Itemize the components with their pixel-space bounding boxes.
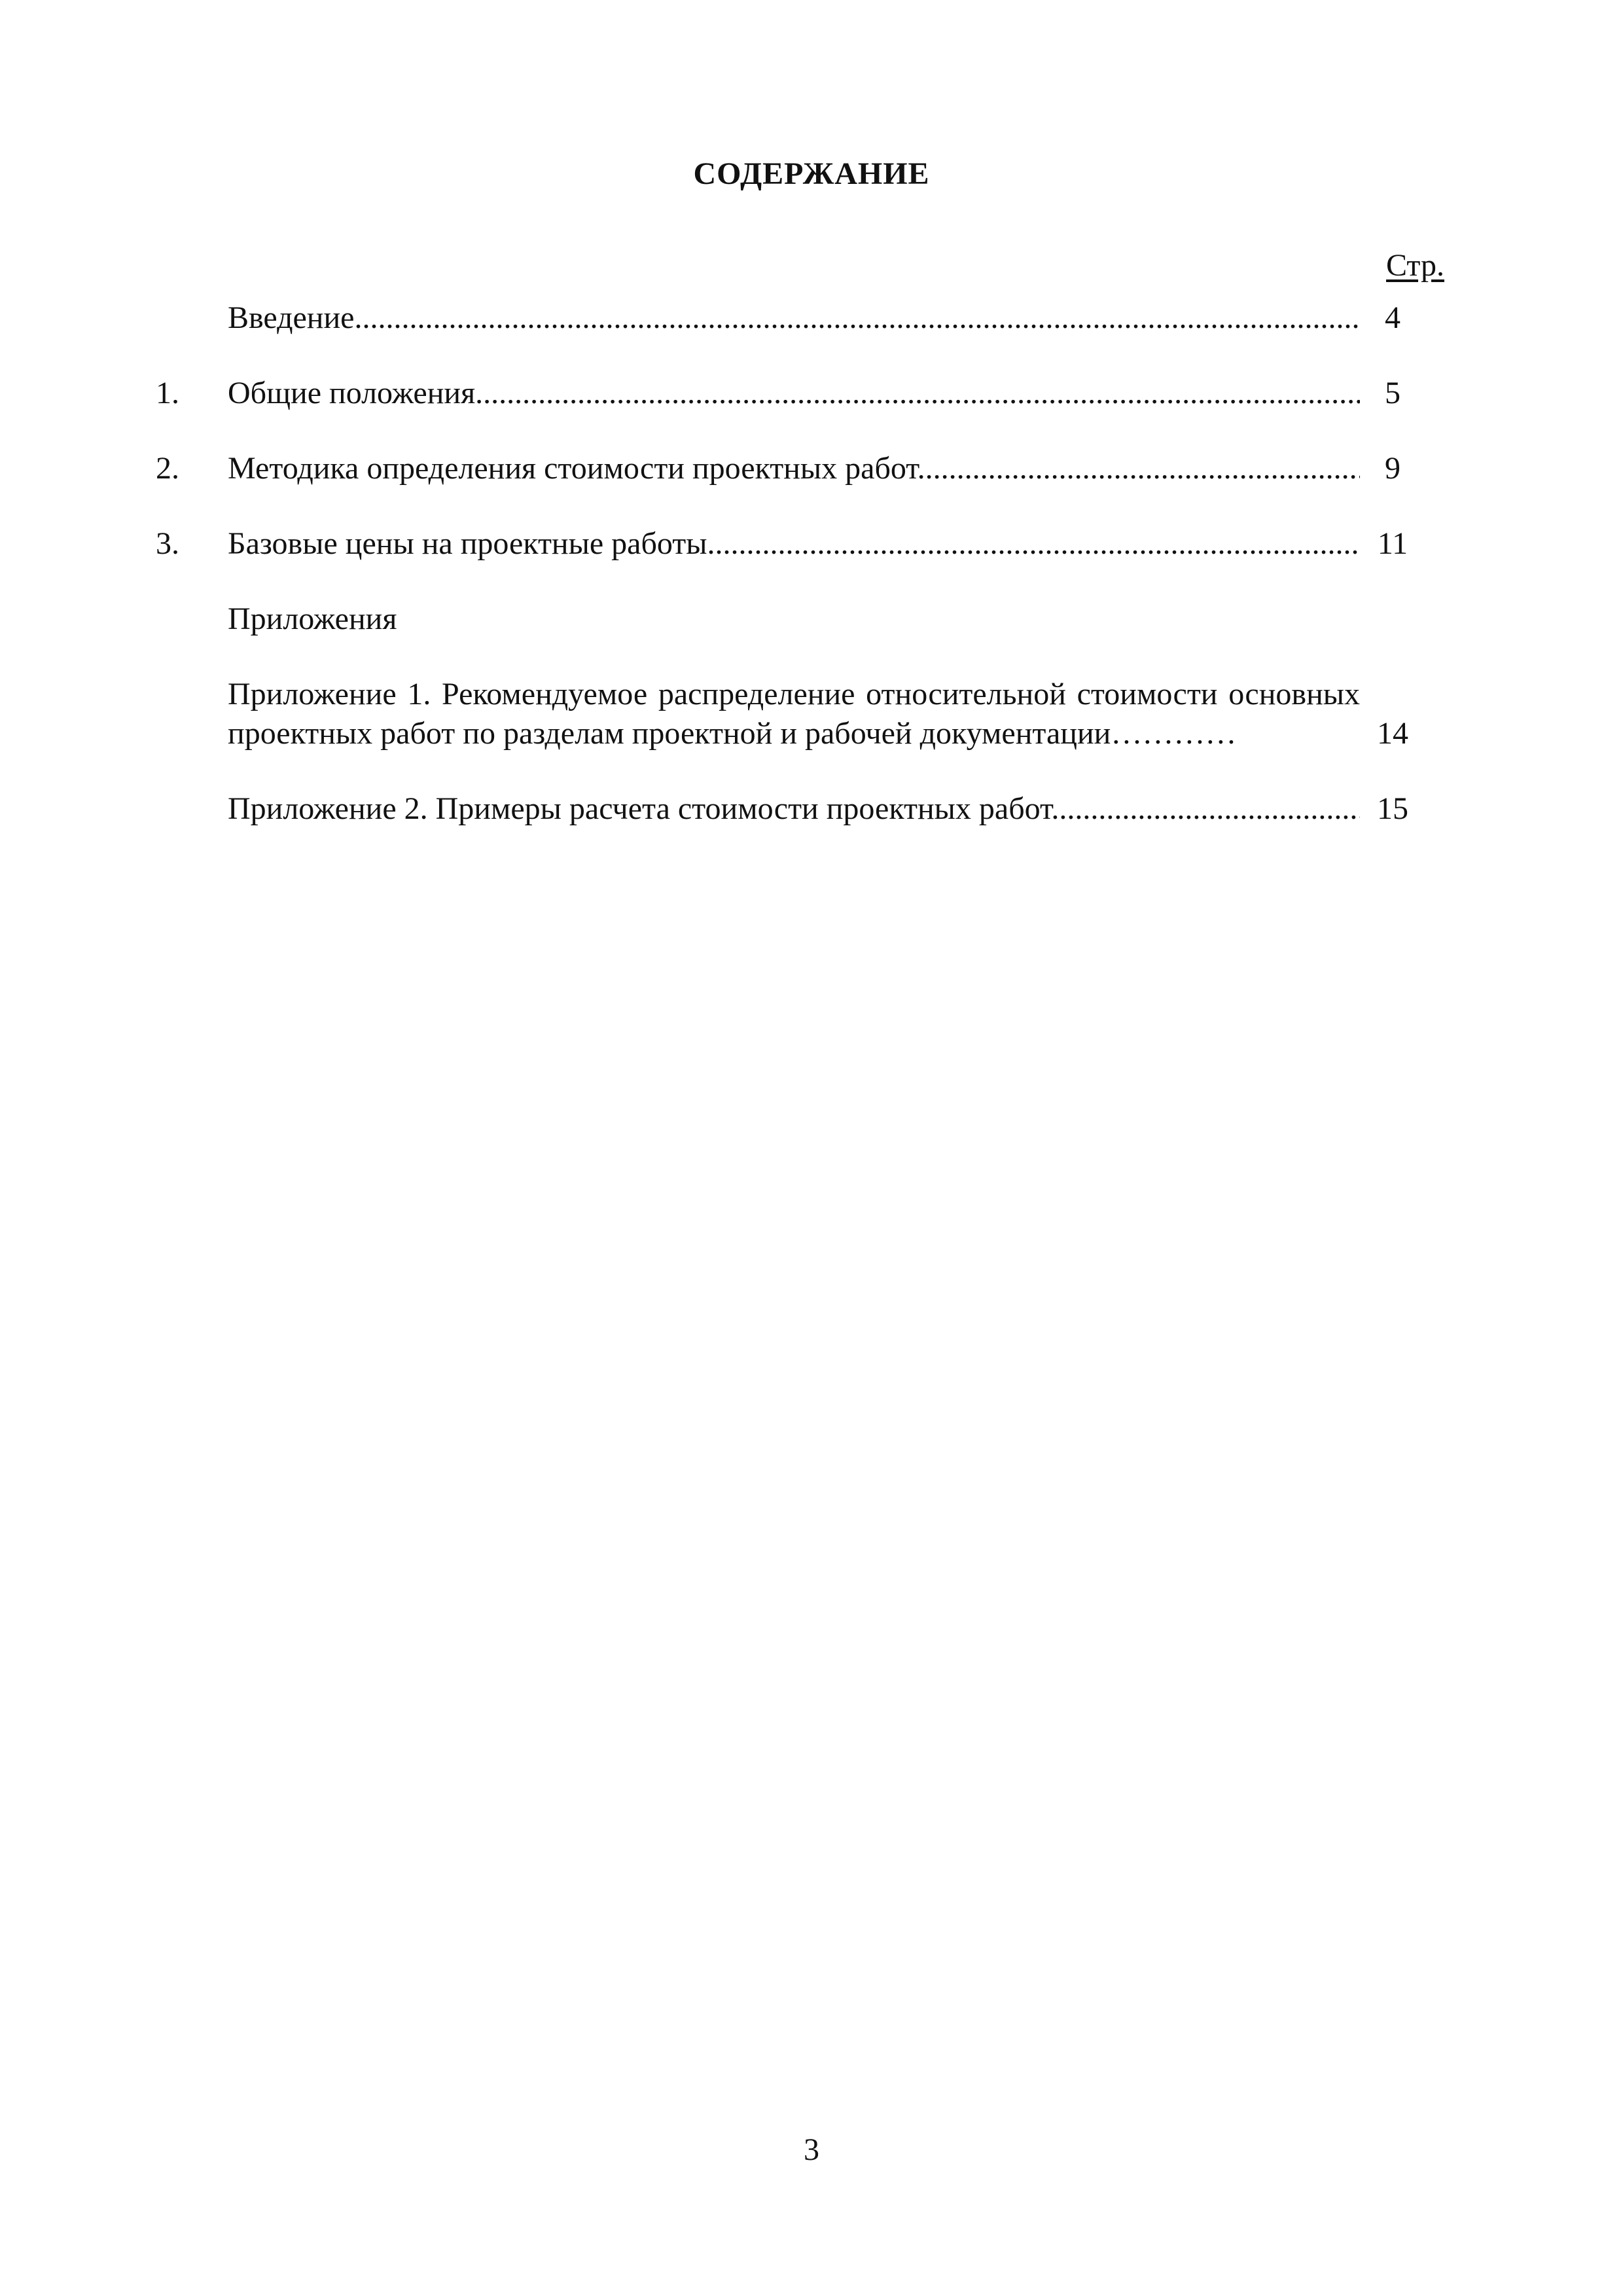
toc-entry-number: 1. [156,376,179,410]
toc-entry-text: Приложение 1. Рекомендуемое распределение относительной стоимости основных проектных работ по разделам проектной и рабочей документации………… [228,677,1360,751]
toc-entry-number: 2. [156,451,179,486]
toc-entry-text: Методика определения стоимости проектных работ ..... [228,449,1360,488]
toc-entry-text: Приложение 2. Примеры расчета стоимости проектных работ ..... [228,789,1360,829]
leader-dots [707,526,1361,561]
toc-entry-page: 14 [1377,716,1408,751]
page-column-header: Стр. [1386,248,1444,283]
appendices-heading-text: Приложения [228,601,397,636]
toc-entry-text: Общие положения ..... [228,374,1360,413]
page-title: СОДЕРЖАНИЕ [693,156,930,191]
leader-dots [918,451,1360,486]
toc-entry-text: Базовые цены на проектные работы ..... [228,524,1360,564]
toc-entry-page: 5 [1385,376,1400,410]
toc-entry-page: 4 [1385,300,1400,335]
leader-dots [475,376,1360,410]
leader-dots: ………… [1111,716,1237,751]
toc-entry-appendix-1[interactable] [0,675,1623,753]
toc-entry-number: 3. [156,526,179,561]
leader-dots [354,300,1360,335]
toc-entry-page: 9 [1385,451,1400,486]
leader-dots [1051,791,1360,826]
page-number: 3 [804,2132,819,2167]
toc-entry-text: Введение ..... [228,298,1360,338]
toc-entry-page: 15 [1377,791,1408,826]
toc-entry-page: 11 [1377,526,1408,561]
